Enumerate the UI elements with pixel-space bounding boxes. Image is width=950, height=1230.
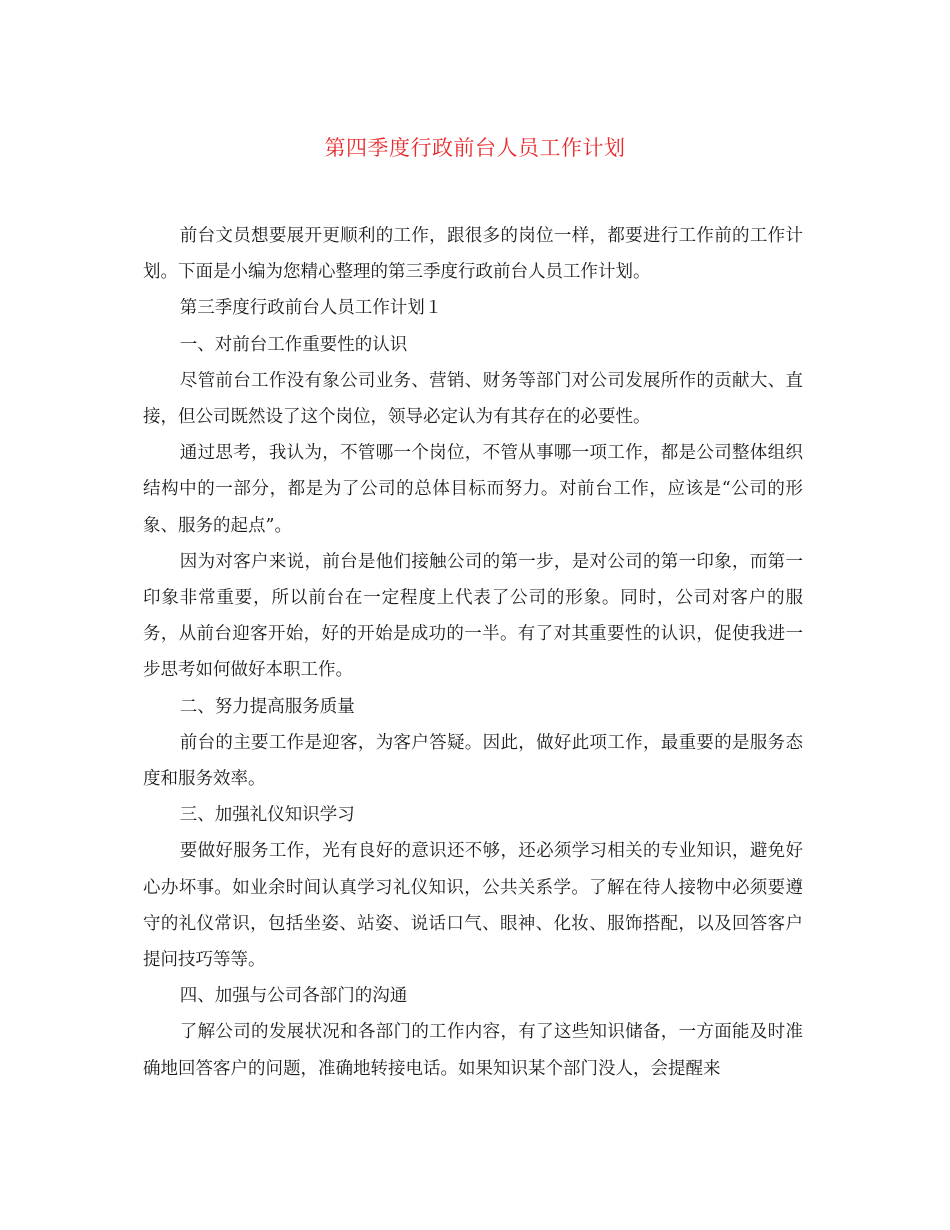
- plan-heading: 第三季度行政前台人员工作计划１: [179, 298, 443, 319]
- section-heading-2: 二、努力提高服务质量: [179, 696, 355, 717]
- section-heading-4: 四、加强与公司各部门的沟通: [179, 986, 408, 1007]
- paragraph: 前台的主要工作是迎客，为客户答疑。因此，做好此项工作，最重要的是服务态度和服务效率。: [143, 732, 803, 790]
- document-body: [143, 218, 803, 1087]
- paragraph: 要做好服务工作，光有良好的意识还不够，还必须学习相关的专业知识，避免好心办坏事。如业余时间认真学习礼仪知识，公共关系学。了解在待人接物中必须要遵守的礼仪常识，包括坐姿、站姿、说话口气、眼神、化妆、服饰搭配，以及回答客户提问技巧等等。: [143, 841, 803, 971]
- paragraph: 通过思考，我认为，不管哪一个岗位，不管从事哪一项工作，都是公司整体组织结构中的一部分，都是为了公司的总体目标而努力。对前台工作，应该是“公司的形象、服务的起点”。: [143, 443, 803, 536]
- paragraph: 了解公司的发展状况和各部门的工作内容，有了这些知识储备，一方面能及时准确地回答客户的问题，准确地转接电话。如果知识某个部门没人，会提醒来: [143, 1022, 803, 1079]
- paragraph: 尽管前台工作没有象公司业务、营销、财务等部门对公司发展所作的贡献大、直接，但公司既然设了这个岗位，领导必定认为有其存在的必要性。: [143, 370, 803, 428]
- document-title: 第四季度行政前台人员工作计划: [324, 136, 626, 160]
- paragraph-intro: 前台文员想要展开更顺利的工作，跟很多的岗位一样，都要进行工作前的工作计划。下面是小编为您精心整理的第三季度行政前台人员工作计划。: [143, 226, 803, 283]
- paragraph: 因为对客户来说，前台是他们接触公司的第一步，是对公司的第一印象，而第一印象非常重要，所以前台在一定程度上代表了公司的形象。同时，公司对客户的服务，从前台迎客开始，好的开始是成功的一半。有了对其重要性的认识，促使我进一步思考如何做好本职工作。: [143, 551, 803, 681]
- section-heading-1: 一、对前台工作重要性的认识: [179, 334, 408, 355]
- section-heading-3: 三、加强礼仪知识学习: [179, 805, 355, 826]
